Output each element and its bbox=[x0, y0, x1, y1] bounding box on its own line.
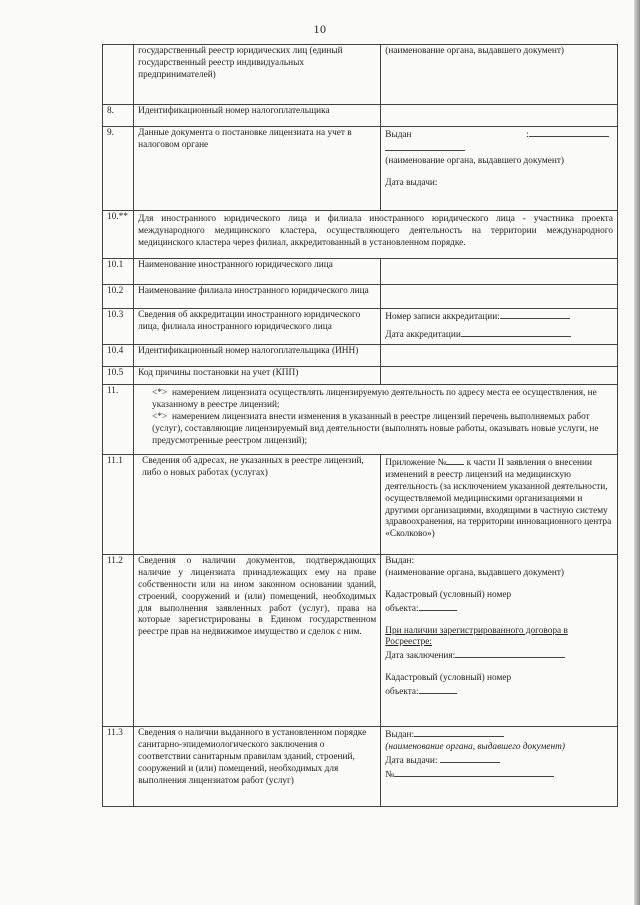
row-label: Сведения о наличии выданного в установленном порядке санитарно-эпидемиологического заключения о соответствии санитарным правилам зданий, строений, сооружений и (или) помещений, необходимых для выполнения лицензиатом работ (услуг) bbox=[134, 727, 381, 807]
table-row bbox=[103, 555, 618, 727]
table-row bbox=[103, 345, 618, 367]
table-row bbox=[103, 105, 618, 127]
row-number: 9. bbox=[103, 127, 134, 211]
issued-label: Выдан: bbox=[385, 730, 415, 740]
row-number: 10.2 bbox=[103, 285, 134, 309]
appendix-label: Приложение № bbox=[385, 458, 447, 468]
contract-note: При наличии зарегистрированного договора в Росреестре: bbox=[385, 625, 568, 648]
object-label: объекта: bbox=[385, 687, 419, 698]
authority-note: (наименование органа, выдавшего документ) bbox=[385, 741, 565, 752]
row-number: 10.1 bbox=[103, 259, 134, 285]
reason-services: намерением лицензиата внести изменения в указанный в реестре лицензий перечень выполняемых работ (услуг), составляющие лицензируемый вид деятельности (выполнять новые работы, оказывать новые услуги, не предусмотренные реестром лицензий); bbox=[152, 411, 599, 446]
section-note: Для иностранного юридического лица и филиала иностранного юридического лица - участника проекта международного медицинского кластера, осуществляющего деятельность на территории международного медицинского кластера через филиал, аккредитованный в установленном порядке. bbox=[134, 211, 618, 259]
issue-date-label: Дата выдачи: bbox=[385, 755, 438, 766]
issued-colon: : bbox=[526, 130, 529, 140]
authority-note: (наименование органа, выдавшего документ) bbox=[385, 155, 564, 166]
table-row bbox=[103, 367, 618, 385]
authority-note: (наименование органа, выдавшего документ) bbox=[385, 46, 564, 56]
row-value bbox=[381, 555, 618, 727]
table-row bbox=[103, 45, 618, 105]
row-value bbox=[381, 309, 618, 345]
row-label: Сведения об аккредитации иностранного юридического лица, филиала иностранного юридического лица bbox=[134, 309, 381, 345]
row-value bbox=[381, 259, 618, 285]
table-row bbox=[103, 727, 618, 807]
row-number: 11.2 bbox=[103, 555, 134, 727]
object-label: объекта: bbox=[385, 603, 419, 614]
checkbox-mark: <*> bbox=[152, 411, 168, 422]
row-number: 11.1 bbox=[103, 455, 134, 555]
cadastral-number-label: Кадастровый (условный) номер bbox=[385, 589, 512, 600]
contract-date-label: Дата заключения: bbox=[385, 651, 456, 662]
row-number: 10.3 bbox=[103, 309, 134, 345]
table-row bbox=[103, 455, 618, 555]
row-value bbox=[381, 345, 618, 367]
row-label: Код причины постановки на учет (КПП) bbox=[134, 367, 381, 385]
row-number: 11. bbox=[103, 385, 134, 455]
row-label: Наименование иностранного юридического лица bbox=[134, 259, 381, 285]
row-value bbox=[381, 45, 618, 105]
row-value bbox=[381, 727, 618, 807]
table-row bbox=[103, 309, 618, 345]
row-label: Сведения о наличии документов, подтверждающих наличие у лицензиата принадлежащих ему на праве собственности или на ином законном основании зданий, строений, сооружений и (или) помещений, необходимых для выполнения заявленных работ (услуг), права на которые зарегистрированы в Едином государственном реестре прав на недвижимое имущество и сделок с ним. bbox=[134, 555, 381, 727]
row-value bbox=[381, 455, 618, 555]
row-label: Данные документа о постановке лицензиата на учет в налоговом органе bbox=[134, 127, 381, 211]
row-number: 10.5 bbox=[103, 367, 134, 385]
row-number: 10.4 bbox=[103, 345, 134, 367]
row-label: Сведения об адресах, не указанных в реестре лицензий, либо о новых работах (услугах) bbox=[134, 455, 381, 555]
table-row bbox=[103, 211, 618, 259]
scan-page-edge bbox=[634, 0, 640, 905]
row-value bbox=[381, 285, 618, 309]
reason-address: намерением лицензиата осуществлять лицензируемую деятельность по адресу места ее осуществления, не указанному в реестре лицензий; bbox=[152, 388, 597, 410]
row-label: государственный реестр юридических лиц (единый государственный реестр индивидуальных предпринимателей) bbox=[134, 45, 381, 105]
accreditation-date-label: Дата аккредитации bbox=[385, 329, 461, 340]
row-number bbox=[103, 45, 134, 105]
row-value bbox=[381, 367, 618, 385]
row-number: 11.3 bbox=[103, 727, 134, 807]
issued-label: Выдан: bbox=[385, 556, 415, 566]
issued-label: Выдан bbox=[385, 130, 412, 140]
page-number: 10 bbox=[313, 22, 327, 36]
inn-value-cell bbox=[381, 105, 618, 127]
authority-note: (наименование органа, выдавшего документ) bbox=[385, 567, 564, 578]
row-number: 10.** bbox=[103, 211, 134, 259]
row-value bbox=[381, 127, 618, 211]
row-label: Идентификационный номер налогоплательщика (ИНН) bbox=[134, 345, 381, 367]
appendix-description: к части II заявления о внесении изменений в реестр лицензий на медицинскую деятельность (за исключением указанной деятельности, осуществляемой медицинскими организациями и другими организациями, входящими в частную систему здравоохранения, на территории инновационного центра «Сколково») bbox=[385, 458, 612, 540]
change-reasons bbox=[134, 385, 618, 455]
issue-date-label: Дата выдачи: bbox=[385, 177, 438, 188]
row-number: 8. bbox=[103, 105, 134, 127]
row-label: Наименование филиала иностранного юридического лица bbox=[134, 285, 381, 309]
table-row bbox=[103, 285, 618, 309]
table-row bbox=[103, 259, 618, 285]
accreditation-record-label: Номер записи аккредитации: bbox=[385, 312, 500, 322]
cadastral-number-label: Кадастровый (условный) номер bbox=[385, 673, 512, 684]
application-form-table bbox=[102, 44, 618, 807]
table-row bbox=[103, 385, 618, 455]
table-row bbox=[103, 127, 618, 211]
row-label: Идентификационный номер налогоплательщика bbox=[134, 105, 381, 127]
document-number-label: № bbox=[385, 769, 395, 780]
checkbox-mark: <*> bbox=[152, 388, 168, 398]
